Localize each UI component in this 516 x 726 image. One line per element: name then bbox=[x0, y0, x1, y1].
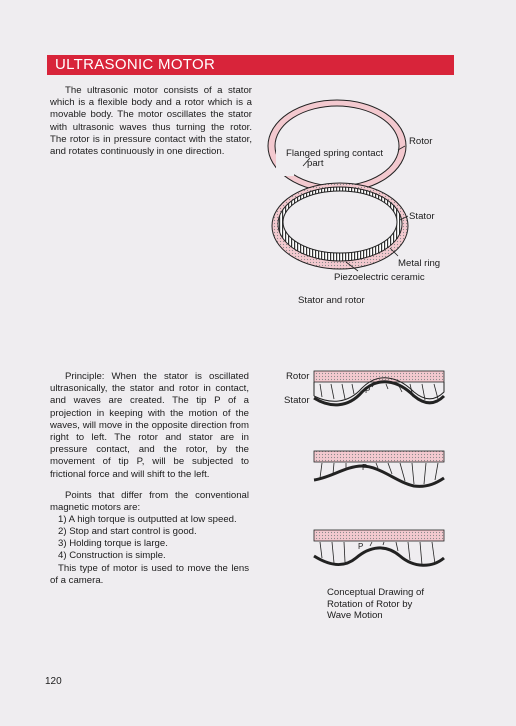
figure2-caption-line3: Wave Motion bbox=[327, 610, 383, 621]
wave-panel-2 bbox=[314, 451, 444, 486]
list-item: 2) Stop and start control is good. bbox=[58, 526, 197, 537]
point-p-label-2: P bbox=[362, 463, 368, 472]
metal-ring-label: Metal ring bbox=[398, 258, 441, 269]
wave-panel-1 bbox=[314, 371, 444, 405]
differences-intro: Points that differ from the conventional magnetic motors are: bbox=[50, 490, 249, 514]
list-item: 4) Construction is simple. bbox=[58, 550, 166, 561]
flange-label-part: part bbox=[307, 158, 324, 169]
figure2-stator-label: Stator bbox=[284, 395, 310, 406]
wave-panel-3 bbox=[314, 530, 444, 565]
piezo-label: Piezoelectric ceramic bbox=[334, 272, 425, 283]
flange-label: Flanged spring contact bbox=[286, 148, 384, 159]
principle-paragraph: Principle: When the stator is oscillated ultrasonically, the stator and rotor in contact, and waves are created. The tip P of a projection in keeping with the motion of the waves, will move in the opposite direction from right to left. The rotor and stator are in pressure contact, and the rotor, by the movement of tip P, will be subjected to frictional force and will shift to the left. bbox=[50, 371, 249, 480]
figure2-caption-line1: Conceptual Drawing of bbox=[327, 587, 425, 598]
figure1-caption: Stator and rotor bbox=[298, 295, 365, 306]
list-item: 3) Holding torque is large. bbox=[58, 538, 168, 549]
point-p-label-1: P bbox=[365, 386, 371, 395]
usage-paragraph: This type of motor is used to move the lens of a camera. bbox=[50, 563, 249, 587]
section-title: ULTRASONIC MOTOR bbox=[55, 56, 216, 73]
intro-paragraph: The ultrasonic motor consists of a stator which is a flexible body and a rotor which is a movable body. The motor oscillates the stator with ultrasonic waves thus turning the rotor. The rotor is in pressure contact with the stator, and rotates continuously in one direction. bbox=[50, 85, 252, 158]
figure2-rotor-label: Rotor bbox=[286, 371, 310, 382]
rotor-label: Rotor bbox=[409, 136, 433, 147]
list-item: 1) A high torque is outputted at low speed. bbox=[58, 514, 237, 525]
point-p-label-3: P bbox=[358, 542, 364, 551]
stator-label: Stator bbox=[409, 211, 435, 222]
page-number: 120 bbox=[45, 676, 62, 687]
figure2-caption-line2: Rotation of Rotor by bbox=[327, 599, 413, 610]
